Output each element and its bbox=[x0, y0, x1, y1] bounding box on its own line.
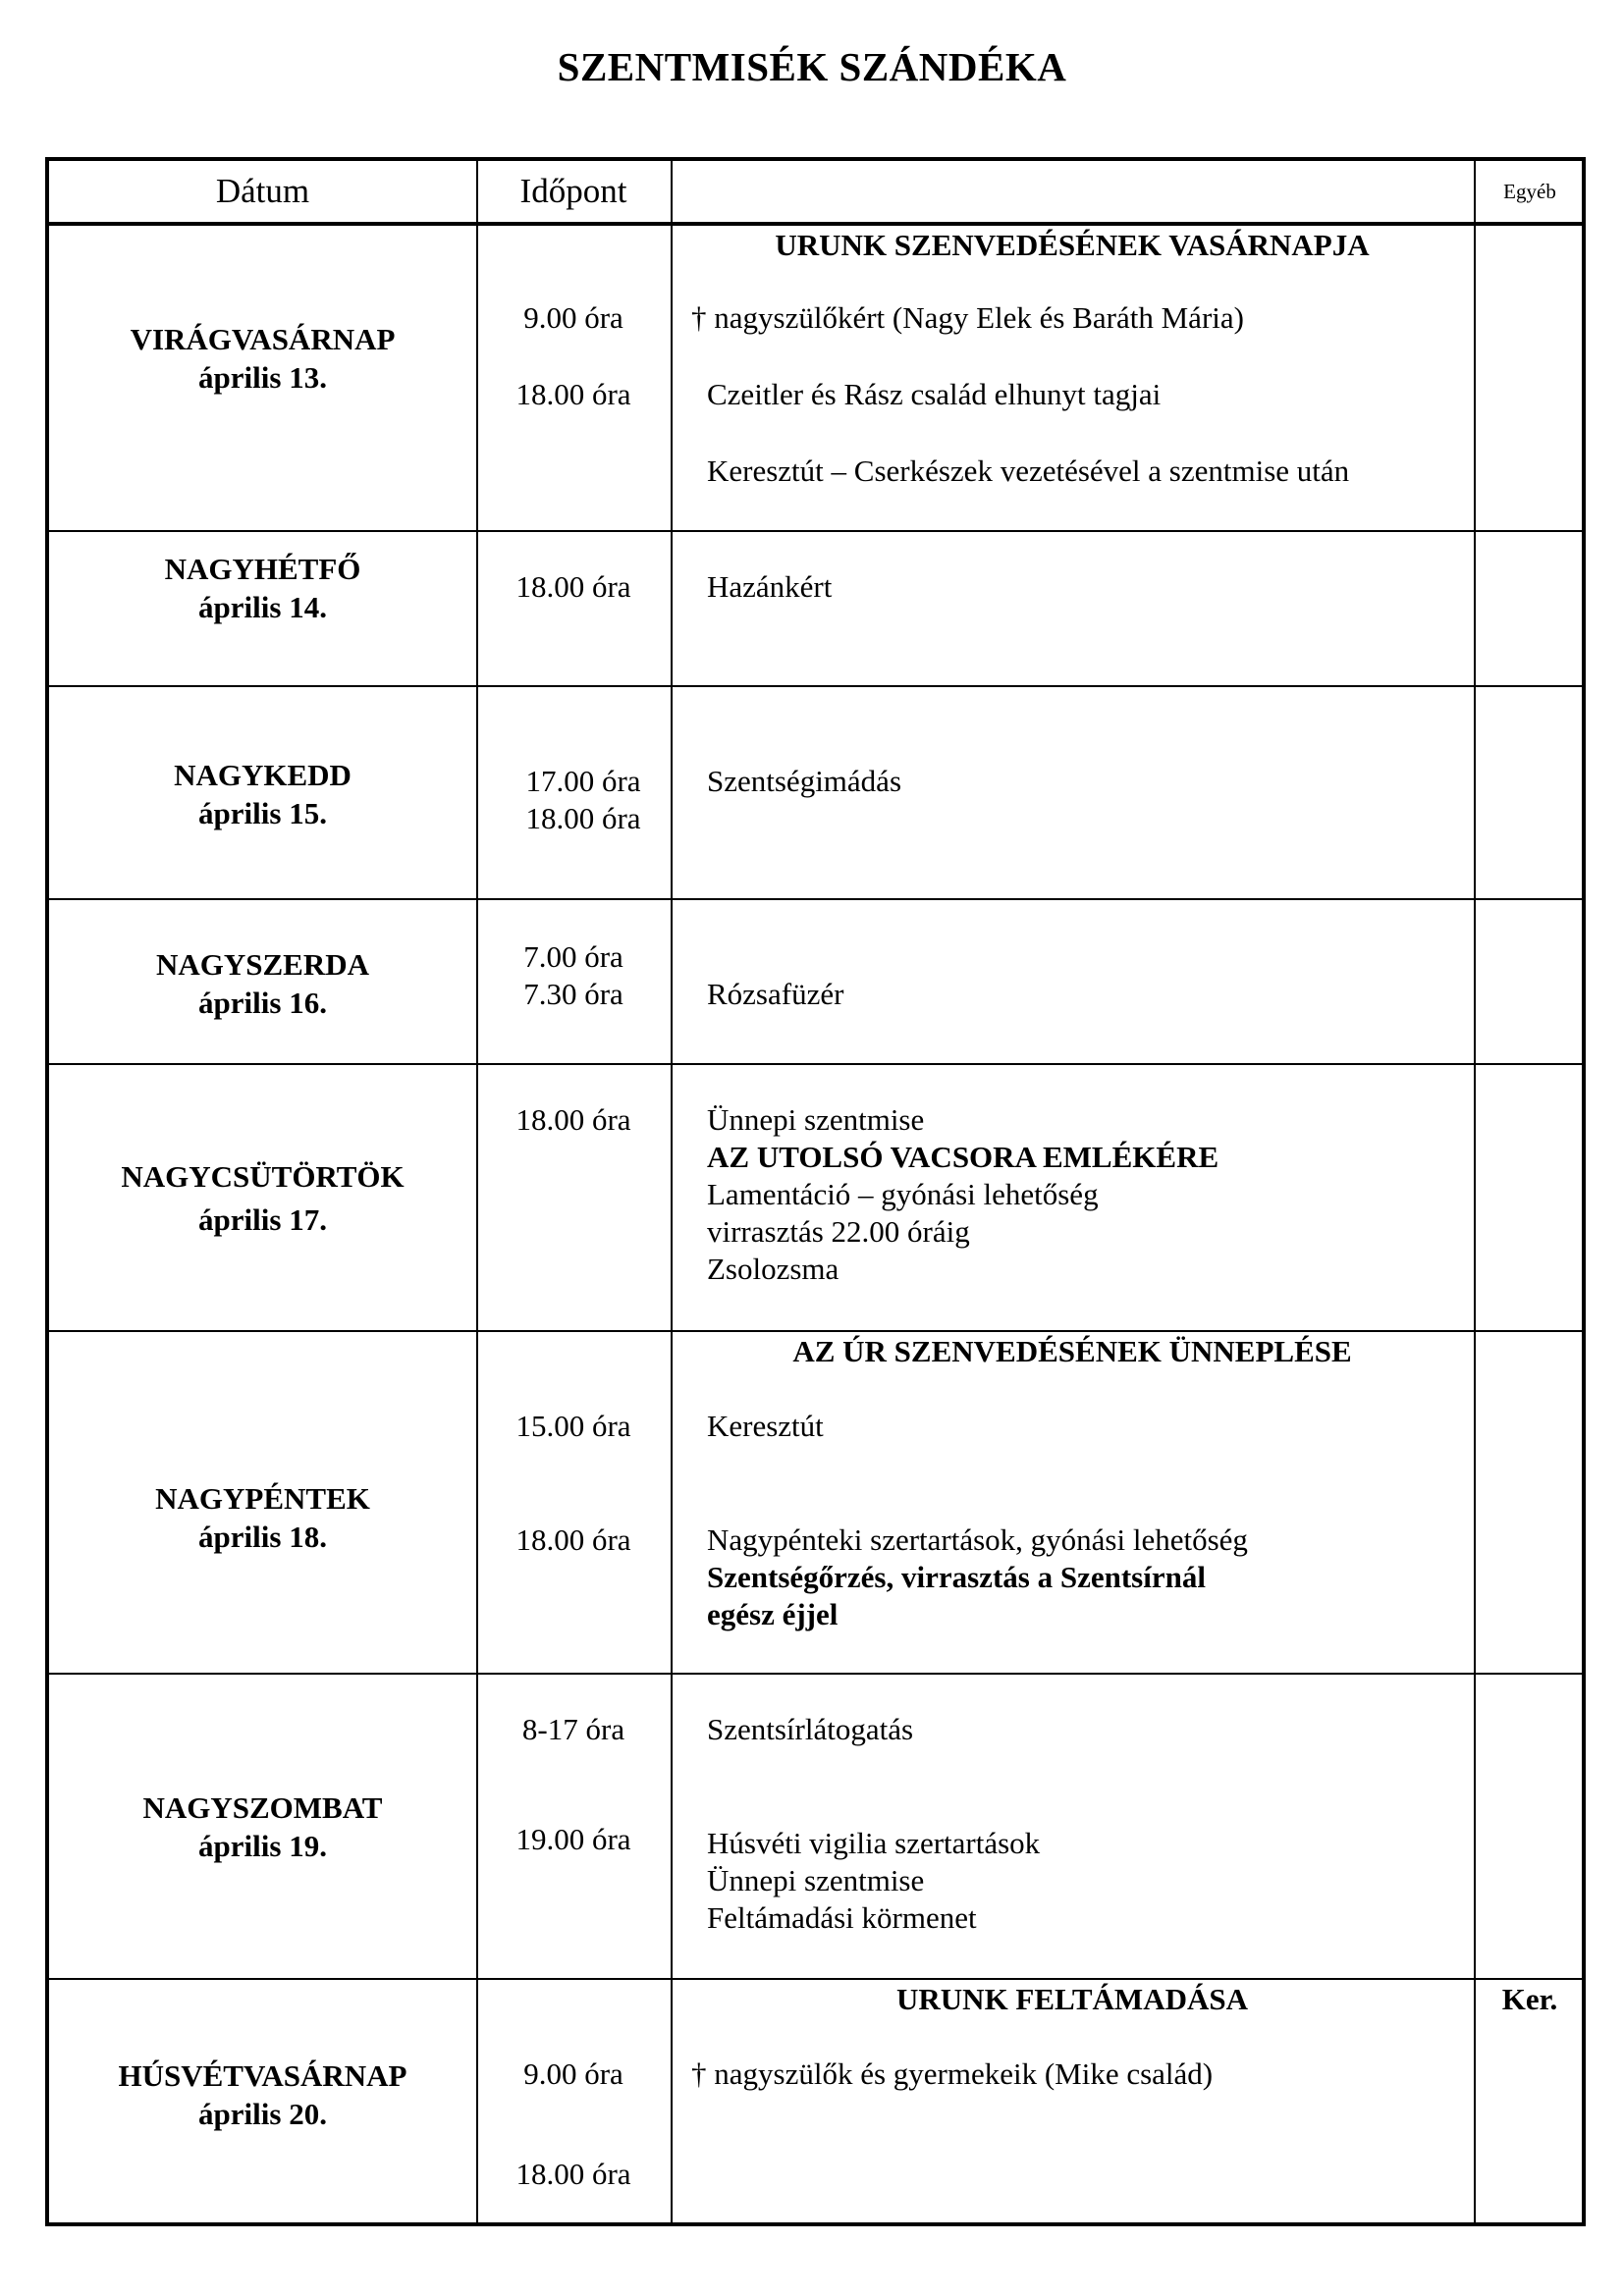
intent-line: Feltámadási körmenet bbox=[707, 1900, 977, 1935]
intent-line: Lamentáció – gyónási lehetőség bbox=[707, 1177, 1099, 1211]
day-date: április 18. bbox=[198, 1520, 327, 1554]
column-divider bbox=[1474, 161, 1476, 2222]
header-date: Dátum bbox=[215, 172, 310, 210]
intent-line: Czeitler és Rász család elhunyt tagjai bbox=[707, 377, 1162, 411]
day-name: NAGYKEDD bbox=[174, 758, 352, 792]
row-heading: URUNK SZENVEDÉSÉNEK VASÁRNAPJA bbox=[775, 228, 1370, 262]
time-value: 18.00 óra bbox=[515, 1522, 631, 1557]
header-other: Egyéb bbox=[1503, 179, 1556, 203]
day-date: április 15. bbox=[198, 796, 327, 830]
time-value: 8-17 óra bbox=[521, 1712, 625, 1746]
day-name: NAGYSZOMBAT bbox=[142, 1790, 383, 1825]
day-cell bbox=[49, 945, 476, 1022]
row-divider bbox=[49, 898, 1582, 900]
day-cell bbox=[49, 1789, 476, 1865]
row-heading: AZ ÚR SZENVEDÉSÉNEK ÜNNEPLÉSE bbox=[792, 1334, 1352, 1368]
time-value: 18.00 óra bbox=[515, 1102, 631, 1137]
row-divider bbox=[49, 1063, 1582, 1065]
other-cell: Ker. bbox=[1501, 1982, 1558, 2016]
day-name: HÚSVÉTVASÁRNAP bbox=[118, 2058, 407, 2093]
time-value: 9.00 óra bbox=[523, 300, 623, 335]
intent-line: Húsvéti vigilia szertartások bbox=[707, 1826, 1041, 1860]
day-name: NAGYHÉTFŐ bbox=[164, 552, 361, 586]
row-divider bbox=[49, 685, 1582, 687]
intent-line: Keresztút bbox=[707, 1409, 824, 1443]
intent-line: AZ UTOLSÓ VACSORA EMLÉKÉRE bbox=[707, 1140, 1219, 1174]
day-date: április 20. bbox=[198, 2097, 327, 2131]
row-divider bbox=[49, 1673, 1582, 1675]
day-name: VIRÁGVASÁRNAP bbox=[130, 322, 396, 356]
intent-line: Nagypénteki szertartások, gyónási lehetőség bbox=[707, 1522, 1248, 1557]
intent-line: Szentségimádás bbox=[707, 764, 902, 798]
time-value: 19.00 óra bbox=[515, 1822, 631, 1856]
day-date: április 14. bbox=[198, 590, 327, 624]
day-cell bbox=[49, 756, 476, 832]
time-value: 18.00 óra bbox=[515, 377, 631, 411]
header-intent bbox=[671, 161, 1474, 222]
column-divider bbox=[671, 161, 673, 2222]
day-date: április 19. bbox=[198, 1829, 327, 1863]
intent-line: Hazánkért bbox=[707, 569, 833, 604]
intent-line: Ünnepi szentmise bbox=[707, 1102, 925, 1137]
intent-line: † nagyszülők és gyermekeik (Mike család) bbox=[691, 2056, 1214, 2091]
day-cell bbox=[49, 320, 476, 397]
intent-line: Szentségőrzés, virrasztás a Szentsírnál bbox=[707, 1560, 1206, 1594]
day-name: NAGYCSÜTÖRTÖK bbox=[121, 1159, 405, 1194]
time-value: 15.00 óra bbox=[515, 1409, 631, 1443]
time-value: 18.00 óra bbox=[525, 801, 641, 835]
row-divider bbox=[49, 1330, 1582, 1332]
day-date: április 16. bbox=[198, 986, 327, 1020]
day-cell bbox=[49, 550, 476, 626]
time-value: 18.00 óra bbox=[515, 2157, 631, 2191]
row-heading: URUNK FELTÁMADÁSA bbox=[896, 1982, 1248, 2016]
intent-line: Zsolozsma bbox=[707, 1252, 839, 1286]
intent-line: † nagyszülőkért (Nagy Elek és Baráth Mária) bbox=[691, 300, 1244, 335]
column-divider bbox=[476, 161, 478, 2222]
day-cell bbox=[49, 2056, 476, 2133]
intent-line: Szentsírlátogatás bbox=[707, 1712, 914, 1746]
row-divider bbox=[49, 530, 1582, 532]
day-cell bbox=[49, 1479, 476, 1556]
header-divider bbox=[49, 222, 1582, 226]
intent-line: egész éjjel bbox=[707, 1597, 839, 1631]
page-title: SZENTMISÉK SZÁNDÉKA bbox=[557, 44, 1067, 89]
day-date: április 17. bbox=[198, 1202, 327, 1237]
header-time: Időpont bbox=[519, 172, 627, 210]
intent-line: Rózsafüzér bbox=[707, 977, 844, 1011]
day-name: NAGYSZERDA bbox=[155, 947, 370, 982]
intent-line: Ünnepi szentmise bbox=[707, 1863, 925, 1897]
time-value: 9.00 óra bbox=[523, 2056, 623, 2091]
time-value: 18.00 óra bbox=[515, 569, 631, 604]
time-value: 7.30 óra bbox=[523, 977, 623, 1011]
time-value: 7.00 óra bbox=[523, 939, 623, 974]
row-divider bbox=[49, 1978, 1582, 1980]
day-date: április 13. bbox=[198, 360, 327, 395]
intent-line: Keresztút – Cserkészek vezetésével a szentmise után bbox=[707, 454, 1350, 488]
time-value: 17.00 óra bbox=[525, 764, 641, 798]
schedule-table bbox=[45, 157, 1586, 2226]
intent-line: virrasztás 22.00 óráig bbox=[707, 1214, 970, 1249]
day-name: NAGYPÉNTEK bbox=[155, 1481, 370, 1516]
day-cell bbox=[49, 1155, 476, 1242]
